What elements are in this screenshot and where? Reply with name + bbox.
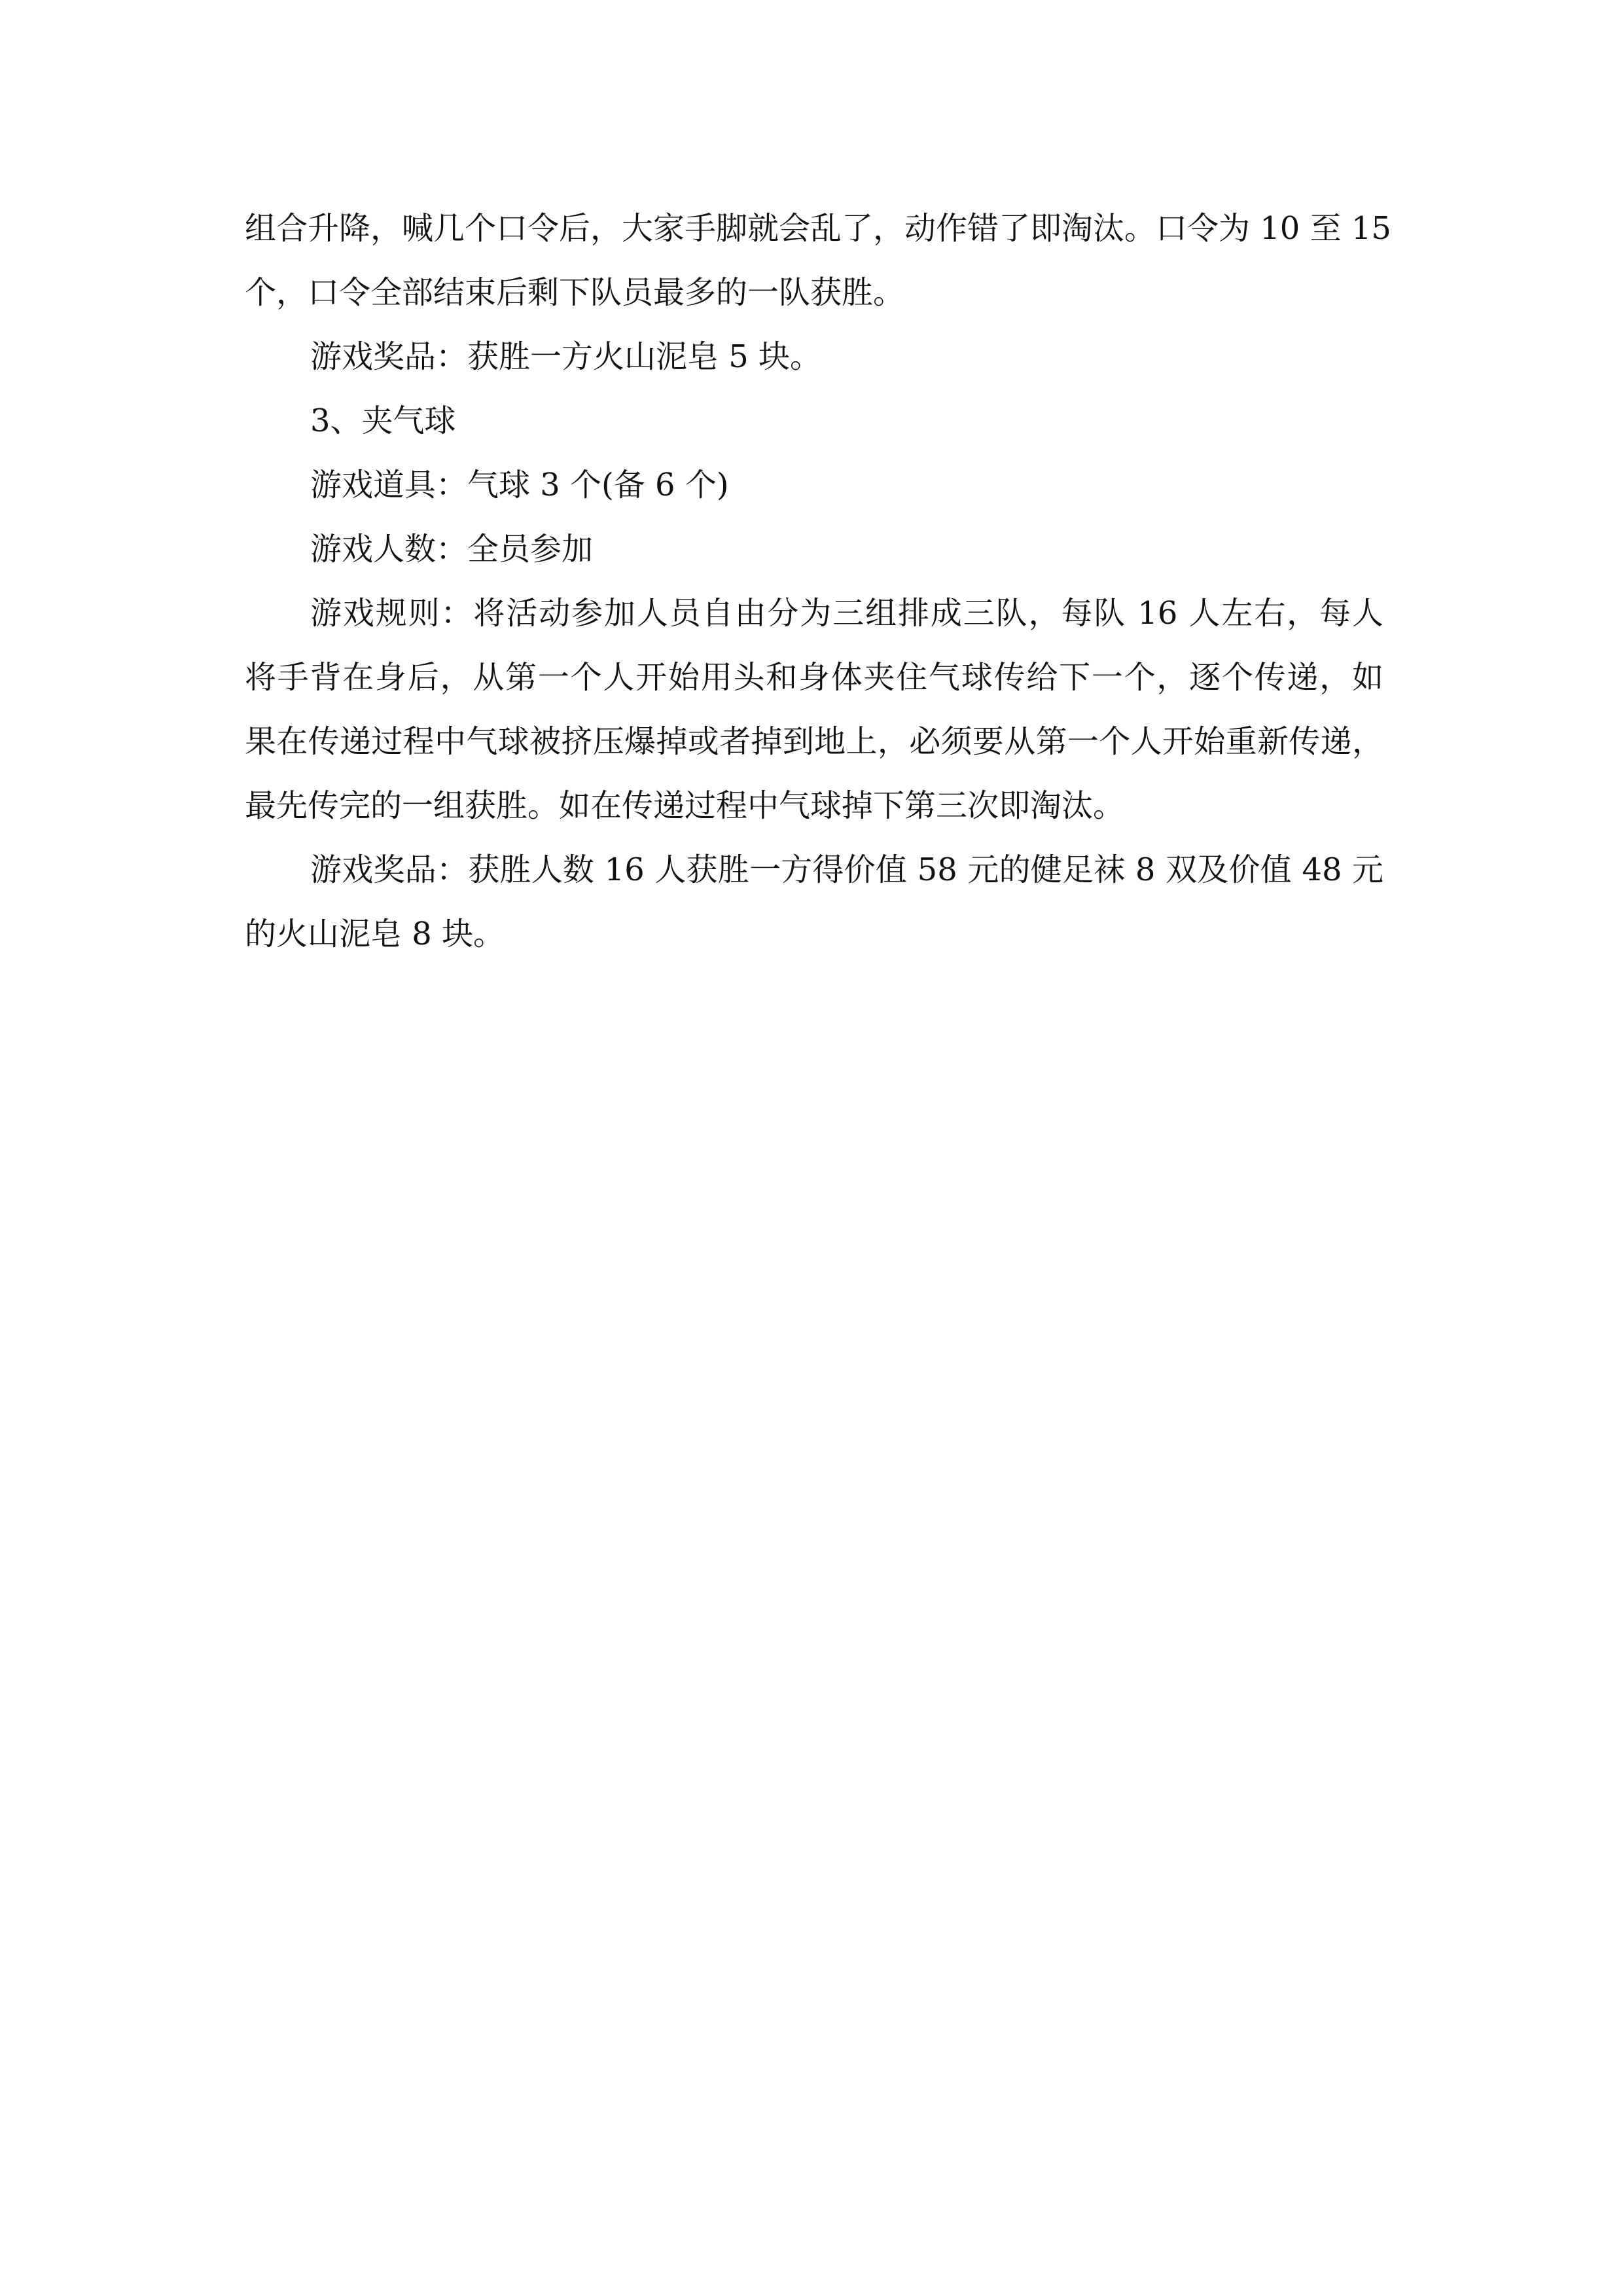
rules-line: 果在传递过程中气球被挤压爆掉或者掉到地上，必须要从第一个人开始重新传递， <box>245 723 1383 760</box>
paragraph-line: 个，口令全部结束后剩下队员最多的一队获胜。 <box>245 274 905 311</box>
participants-line: 游戏人数：全员参加 <box>310 531 594 567</box>
prize-line: 游戏奖品：获胜一方火山泥皂 5 块。 <box>310 338 822 375</box>
props-line: 游戏道具：气球 3 个(备 6 个) <box>310 467 729 503</box>
rules-line: 游戏规则：将活动参加人员自由分为三组排成三队，每队 16 人左右，每人 <box>310 595 1383 632</box>
paragraph-line: 组合升降，喊几个口令后，大家手脚就会乱了，动作错了即淘汰。口令为 10 至 15 <box>245 210 1391 247</box>
prize-line: 的火山泥皂 8 块。 <box>245 916 505 952</box>
document-body <box>245 196 1391 966</box>
prize-line: 游戏奖品：获胜人数 16 人获胜一方得价值 58 元的健足袜 8 双及价值 48 元 <box>310 852 1383 888</box>
rules-line: 将手背在身后，从第一个人开始用头和身体夹住气球传给下一个，逐个传递，如 <box>245 659 1383 696</box>
section-heading: 3、夹气球 <box>310 403 456 439</box>
rules-line: 最先传完的一组获胜。如在传递过程中气球掉下第三次即淘汰。 <box>245 787 1125 824</box>
